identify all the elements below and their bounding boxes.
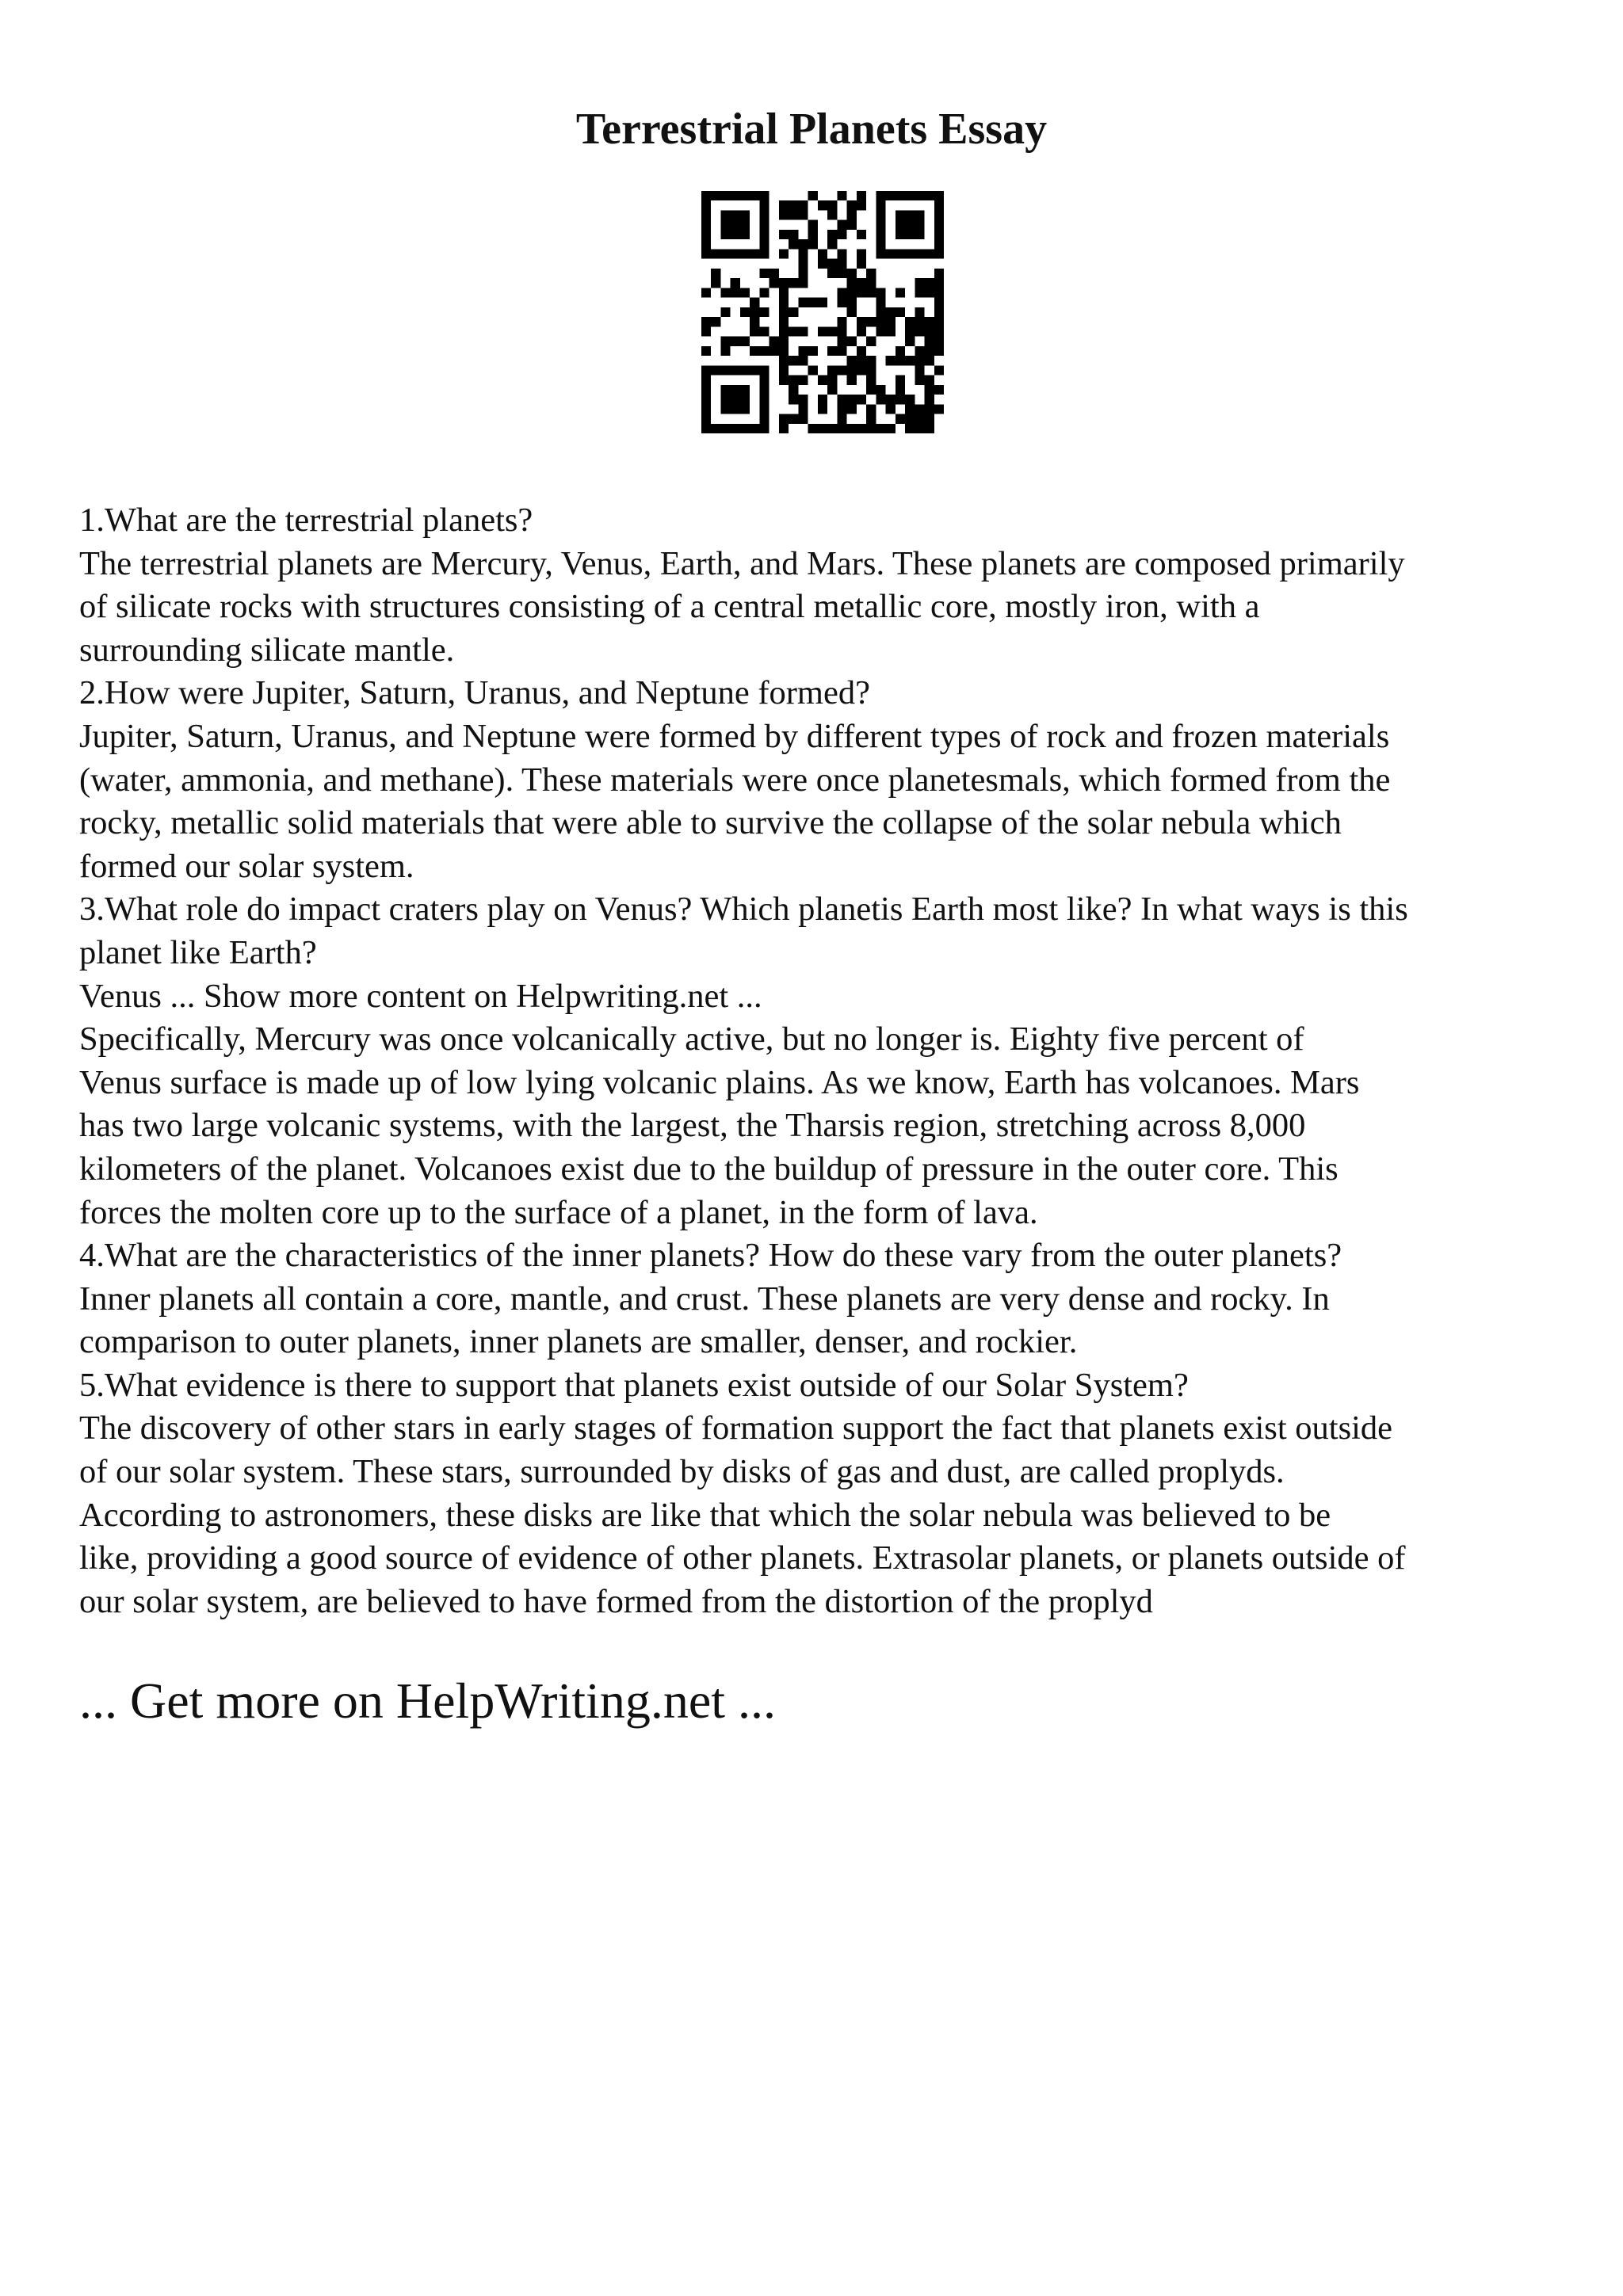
body-line: 1.What are the terrestrial planets? [79, 502, 533, 539]
body-line: rocky, metallic solid materials that were able to survive the collapse of the solar nebula which [79, 804, 1342, 842]
body-line: 3.What role do impact craters play on Venus? Which planetis Earth most like? In what ways is this [79, 891, 1408, 929]
body-line: of our solar system. These stars, surrounded by disks of gas and dust, are called proplyds. [79, 1453, 1285, 1491]
body-line: Specifically, Mercury was once volcanically active, but no longer is. Eighty five percent of [79, 1020, 1304, 1058]
body-line: has two large volcanic systems, with the largest, the Tharsis region, stretching across 8,000 [79, 1107, 1306, 1145]
essay-body [79, 499, 1569, 1623]
body-line: The terrestrial planets are Mercury, Venus, Earth, and Mars. These planets are composed primarily [79, 544, 1405, 582]
body-line: 2.How were Jupiter, Saturn, Uranus, and Neptune formed? [79, 674, 870, 712]
body-line: (water, ammonia, and methane). These materials were once planetesmals, which formed from the [79, 761, 1391, 799]
page-title: Terrestrial Planets Essay [575, 105, 1048, 154]
body-line: Jupiter, Saturn, Uranus, and Neptune were formed by different types of rock and frozen materials [79, 717, 1390, 755]
body-line: According to astronomers, these disks are like that which the solar nebula was believed to be [79, 1496, 1331, 1534]
body-line: our solar system, are believed to have formed from the distortion of the proplyd [79, 1582, 1153, 1620]
body-line: Inner planets all contain a core, mantle, and crust. These planets are very dense and rocky. In [79, 1280, 1330, 1318]
body-line: formed our solar system. [79, 847, 414, 885]
body-line: planet like Earth? [79, 933, 317, 971]
body-line: like, providing a good source of evidence of other planets. Extrasolar planets, or planets outside of [79, 1539, 1406, 1577]
body-line: Venus ... Show more content on Helpwriting.net ... [79, 977, 762, 1015]
body-line: kilometers of the planet. Volcanoes exist due to the buildup of pressure in the outer core. This [79, 1150, 1338, 1188]
body-line: The discovery of other stars in early stages of formation support the fact that planets exist outside [79, 1409, 1393, 1447]
body-line: 5.What evidence is there to support that planets exist outside of our Solar System? [79, 1366, 1189, 1404]
body-line: comparison to outer planets, inner planets are smaller, denser, and rockier. [79, 1323, 1078, 1361]
body-line: of silicate rocks with structures consisting of a central metallic core, mostly iron, with a [79, 588, 1260, 626]
body-line: Venus surface is made up of low lying volcanic plains. As we know, Earth has volcanoes. Mars [79, 1063, 1360, 1101]
body-line: forces the molten core up to the surface of a planet, in the form of lava. [79, 1193, 1038, 1231]
body-line: 4.What are the characteristics of the inner planets? How do these vary from the outer planets? [79, 1237, 1342, 1275]
get-more-link[interactable]: ... Get more on HelpWriting.net ... [79, 1672, 776, 1729]
qr-code-icon [701, 191, 944, 433]
body-line: surrounding silicate mantle. [79, 631, 455, 669]
